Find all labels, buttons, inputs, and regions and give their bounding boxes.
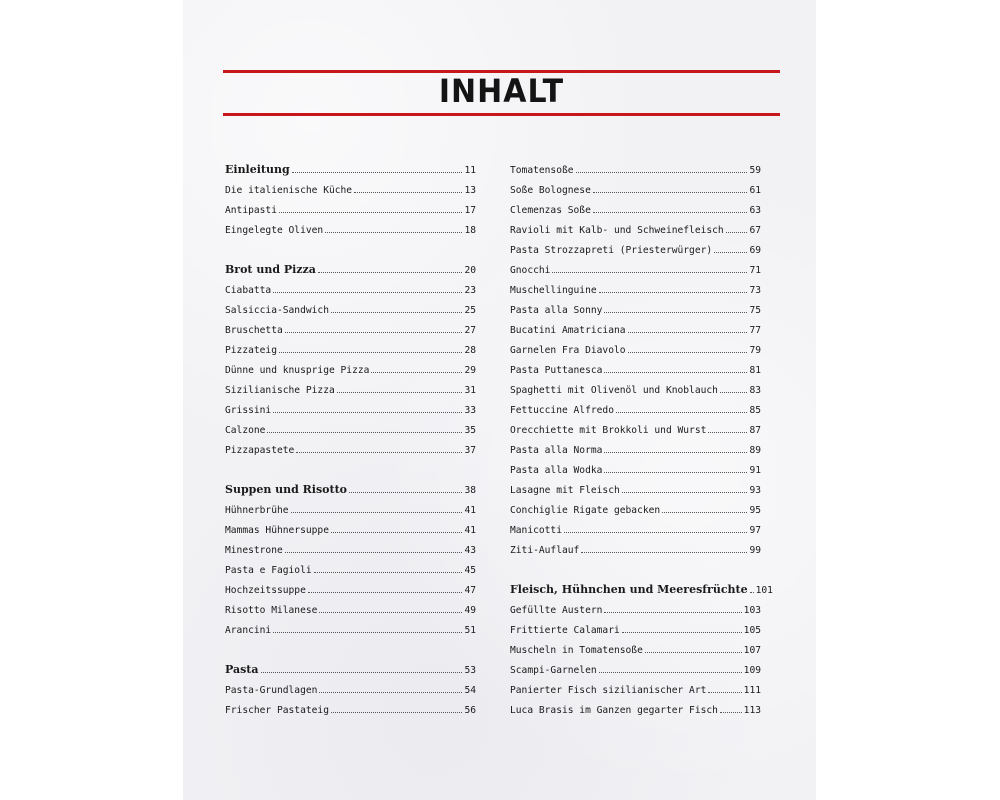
toc-entry [510, 676, 761, 696]
toc-page-number: 107 [743, 645, 761, 656]
document-page [183, 0, 816, 800]
dot-leader [604, 612, 741, 613]
toc-section-heading [225, 256, 476, 276]
toc-page-number: 25 [464, 305, 476, 316]
toc-entry [225, 176, 476, 196]
toc-entry-label: Eingelegte Oliven [225, 225, 324, 236]
toc-entry [225, 336, 476, 356]
dot-leader [285, 332, 463, 333]
toc-page-number: 93 [749, 485, 761, 496]
dot-leader [708, 432, 747, 433]
dot-leader [599, 672, 742, 673]
toc-entry [225, 416, 476, 436]
toc-entry [225, 356, 476, 376]
dot-leader [604, 312, 747, 313]
toc-section-heading [225, 656, 476, 676]
dot-leader [645, 652, 742, 653]
toc-page-number: 33 [464, 405, 476, 416]
toc-entry-label: Frittierte Calamari [510, 625, 620, 636]
toc-entry [225, 316, 476, 336]
toc-entry [510, 196, 761, 216]
dot-leader [622, 632, 742, 633]
dot-leader [604, 372, 747, 373]
toc-page-number: 101 [755, 585, 773, 596]
toc-entry-label: Muscheln in Tomatensoße [510, 645, 643, 656]
toc-entry [225, 616, 476, 636]
toc-entry-label: Panierter Fisch sizilianischer Art [510, 685, 707, 696]
toc-entry [510, 176, 761, 196]
toc-section-heading [225, 476, 476, 496]
dot-leader [599, 292, 748, 293]
toc-page-number: 59 [749, 165, 761, 176]
dot-leader [616, 412, 747, 413]
toc-page-number: 31 [464, 385, 476, 396]
toc-page-number: 69 [749, 245, 761, 256]
toc-entry-label: Orecchiette mit Brokkoli und Wurst [510, 425, 707, 436]
dot-leader [714, 252, 747, 253]
toc-entry [510, 356, 761, 376]
toc-entry-label: Bruschetta [225, 325, 283, 336]
toc-entry-label: Sizilianische Pizza [225, 385, 335, 396]
toc-entry-label: Brot und Pizza [225, 263, 316, 276]
toc-entry-label: Pasta-Grundlagen [225, 685, 318, 696]
toc-page-number: 11 [464, 165, 476, 176]
dot-leader [552, 272, 747, 273]
toc-entry-label: Gefüllte Austern [510, 605, 603, 616]
toc-page-number: 103 [743, 605, 761, 616]
toc-entry-label: Pasta Strozzapreti (Priesterwürger) [510, 245, 713, 256]
toc-page-number: 75 [749, 305, 761, 316]
toc-page-number: 35 [464, 425, 476, 436]
toc-page-number: 47 [464, 585, 476, 596]
toc-page-number: 51 [464, 625, 476, 636]
toc-page-number: 77 [749, 325, 761, 336]
toc-entry [510, 236, 761, 256]
toc-entry-label: Muschellinguine [510, 285, 597, 296]
dot-leader [291, 512, 463, 513]
dot-leader [628, 332, 748, 333]
toc-entry-label: Pasta e Fagioli [225, 565, 312, 576]
section-spacer [225, 236, 476, 256]
dot-leader [292, 172, 463, 173]
toc-page-number: 73 [749, 285, 761, 296]
toc-entry-label: Ciabatta [225, 285, 272, 296]
toc-entry [510, 656, 761, 676]
toc-entry-label: Fettuccine Alfredo [510, 405, 614, 416]
dot-leader [273, 412, 462, 413]
toc-page-number: 63 [749, 205, 761, 216]
toc-entry [225, 676, 476, 696]
dot-leader [314, 572, 463, 573]
toc-entry-label: Tomatensoße [510, 165, 574, 176]
dot-leader [662, 512, 747, 513]
dot-leader [593, 192, 748, 193]
toc-entry [510, 156, 761, 176]
toc-page-number: 41 [464, 505, 476, 516]
toc-page-number: 99 [749, 545, 761, 556]
toc-entry-label: Grissini [225, 405, 272, 416]
toc-page-number: 79 [749, 345, 761, 356]
dot-leader [708, 692, 741, 693]
dot-leader [564, 532, 747, 533]
toc-page-number: 53 [464, 665, 476, 676]
toc-page-number: 109 [743, 665, 761, 676]
toc-entry-label: Hühnerbrühe [225, 505, 289, 516]
toc-entry-label: Hochzeitssuppe [225, 585, 306, 596]
toc-entry-label: Lasagne mit Fleisch [510, 485, 620, 496]
toc-entry-label: Calzone [225, 425, 266, 436]
toc-page-number: 95 [749, 505, 761, 516]
toc-entry [510, 496, 761, 516]
dot-leader [576, 172, 748, 173]
dot-leader [622, 492, 748, 493]
toc-entry-label: Antipasti [225, 205, 277, 216]
dot-leader [331, 712, 462, 713]
toc-entry [225, 536, 476, 556]
toc-entry [225, 516, 476, 536]
title-band [223, 70, 780, 116]
toc-page-number: 105 [743, 625, 761, 636]
toc-entry-label: Frischer Pastateig [225, 705, 329, 716]
toc-entry [510, 216, 761, 236]
toc-entry [225, 396, 476, 416]
toc-entry [510, 336, 761, 356]
dot-leader [371, 372, 462, 373]
toc-page-number: 43 [464, 545, 476, 556]
dot-leader [604, 452, 747, 453]
section-spacer [510, 556, 761, 576]
toc-entry-label: Clemenzas Soße [510, 205, 591, 216]
toc-entry [510, 316, 761, 336]
dot-leader [331, 312, 462, 313]
toc-entry-label: Pasta alla Wodka [510, 465, 603, 476]
toc-page-number: 61 [749, 185, 761, 196]
dot-leader [325, 232, 462, 233]
dot-leader [720, 712, 742, 713]
toc-entry [510, 636, 761, 656]
dot-leader [354, 192, 462, 193]
toc-entry [510, 456, 761, 476]
dot-leader [308, 592, 463, 593]
toc-entry-label: Manicotti [510, 525, 562, 536]
toc-page-number: 38 [464, 485, 476, 496]
toc-entry [510, 276, 761, 296]
toc-page-number: 28 [464, 345, 476, 356]
section-spacer [225, 636, 476, 656]
toc-page-number: 89 [749, 445, 761, 456]
page-title: INHALT [438, 72, 565, 111]
toc-entry-label: Soße Bolognese [510, 185, 591, 196]
toc-section-heading [225, 156, 476, 176]
toc-entry [510, 616, 761, 636]
toc-entry-label: Suppen und Risotto [225, 483, 348, 496]
toc-entry-label: Bucatini Amatriciana [510, 325, 626, 336]
section-spacer [225, 456, 476, 476]
toc-entry-label: Pasta alla Norma [510, 445, 603, 456]
toc-page-number: 13 [464, 185, 476, 196]
toc-page-number: 67 [749, 225, 761, 236]
toc-entry [225, 216, 476, 236]
dot-leader [319, 692, 462, 693]
toc-entry-label: Pizzateig [225, 345, 277, 356]
dot-leader [273, 292, 462, 293]
toc-entry [510, 596, 761, 616]
toc-column-left [225, 156, 476, 716]
toc-entry-label: Pasta alla Sonny [510, 305, 603, 316]
toc-entry [510, 476, 761, 496]
dot-leader [337, 392, 463, 393]
toc-page-number: 23 [464, 285, 476, 296]
toc-entry [510, 256, 761, 276]
toc-page-number: 18 [464, 225, 476, 236]
toc-entry [225, 276, 476, 296]
dot-leader [319, 612, 462, 613]
toc-entry-label: Arancini [225, 625, 272, 636]
dot-leader [604, 472, 747, 473]
dot-leader [318, 272, 463, 273]
toc-entry [510, 436, 761, 456]
toc-entry-label: Einleitung [225, 163, 290, 176]
toc-entry-label: Fleisch, Hühnchen und Meeresfrüchte [510, 583, 748, 596]
toc-page-number: 54 [464, 685, 476, 696]
toc-page-number: 17 [464, 205, 476, 216]
toc-entry [510, 516, 761, 536]
dot-leader [349, 492, 462, 493]
toc-entry-label: Spaghetti mit Olivenöl und Knoblauch [510, 385, 718, 396]
toc-entry-label: Mammas Hühnersuppe [225, 525, 329, 536]
toc-entry-label: Pasta [225, 663, 259, 676]
dot-leader [593, 212, 748, 213]
dot-leader [267, 432, 462, 433]
toc-page-number: 85 [749, 405, 761, 416]
dot-leader [726, 232, 748, 233]
toc-entry [510, 416, 761, 436]
toc-page-number: 45 [464, 565, 476, 576]
toc-column-right [510, 156, 773, 716]
toc-entry [225, 296, 476, 316]
toc-entry [225, 196, 476, 216]
toc-page-number: 91 [749, 465, 761, 476]
toc-entry-label: Die italienische Küche [225, 185, 353, 196]
dot-leader [273, 632, 462, 633]
dot-leader [296, 452, 462, 453]
toc-entry-label: Garnelen Fra Diavolo [510, 345, 626, 356]
toc-page-number: 49 [464, 605, 476, 616]
toc-entry [225, 496, 476, 516]
toc-entry-label: Pasta Puttanesca [510, 365, 603, 376]
toc-page-number: 56 [464, 705, 476, 716]
toc-entry [225, 576, 476, 596]
toc-entry-label: Salsiccia-Sandwich [225, 305, 329, 316]
toc-entry-label: Luca Brasis im Ganzen gegarter Fisch [510, 705, 718, 716]
toc-entry [510, 396, 761, 416]
toc-page-number: 113 [743, 705, 761, 716]
dot-leader [331, 532, 462, 533]
dot-leader [720, 392, 748, 393]
toc-page-number: 111 [743, 685, 761, 696]
toc-entry [510, 696, 761, 716]
toc-page-number: 71 [749, 265, 761, 276]
dot-leader [279, 352, 462, 353]
dot-leader [285, 552, 463, 553]
toc-entry-label: Conchiglie Rigate gebacken [510, 505, 661, 516]
toc-entry [510, 376, 761, 396]
toc-entry [225, 376, 476, 396]
toc-page-number: 41 [464, 525, 476, 536]
toc-section-heading [510, 576, 773, 596]
toc-entry-label: Dünne und knusprige Pizza [225, 365, 370, 376]
toc-entry-label: Gnocchi [510, 265, 551, 276]
dot-leader [279, 212, 462, 213]
toc-entry [225, 596, 476, 616]
toc-entry-label: Ziti-Auflauf [510, 545, 580, 556]
toc-entry-label: Ravioli mit Kalb- und Schweinefleisch [510, 225, 724, 236]
title-rule-bottom [223, 113, 780, 116]
toc-page-number: 27 [464, 325, 476, 336]
toc-entry [510, 536, 761, 556]
toc-entry-label: Pizzapastete [225, 445, 295, 456]
toc-entry [510, 296, 761, 316]
toc-page-number: 29 [464, 365, 476, 376]
dot-leader [261, 672, 463, 673]
toc-entry-label: Risotto Milanese [225, 605, 318, 616]
toc-entry-label: Scampi-Garnelen [510, 665, 597, 676]
toc-entry [225, 696, 476, 716]
toc-page-number: 87 [749, 425, 761, 436]
toc-entry-label: Minestrone [225, 545, 283, 556]
dot-leader [581, 552, 747, 553]
dot-leader [628, 352, 748, 353]
toc-page-number: 83 [749, 385, 761, 396]
toc-page-number: 81 [749, 365, 761, 376]
toc-page-number: 20 [464, 265, 476, 276]
toc-entry [225, 436, 476, 456]
toc-page-number: 37 [464, 445, 476, 456]
toc-entry [225, 556, 476, 576]
toc-page-number: 97 [749, 525, 761, 536]
